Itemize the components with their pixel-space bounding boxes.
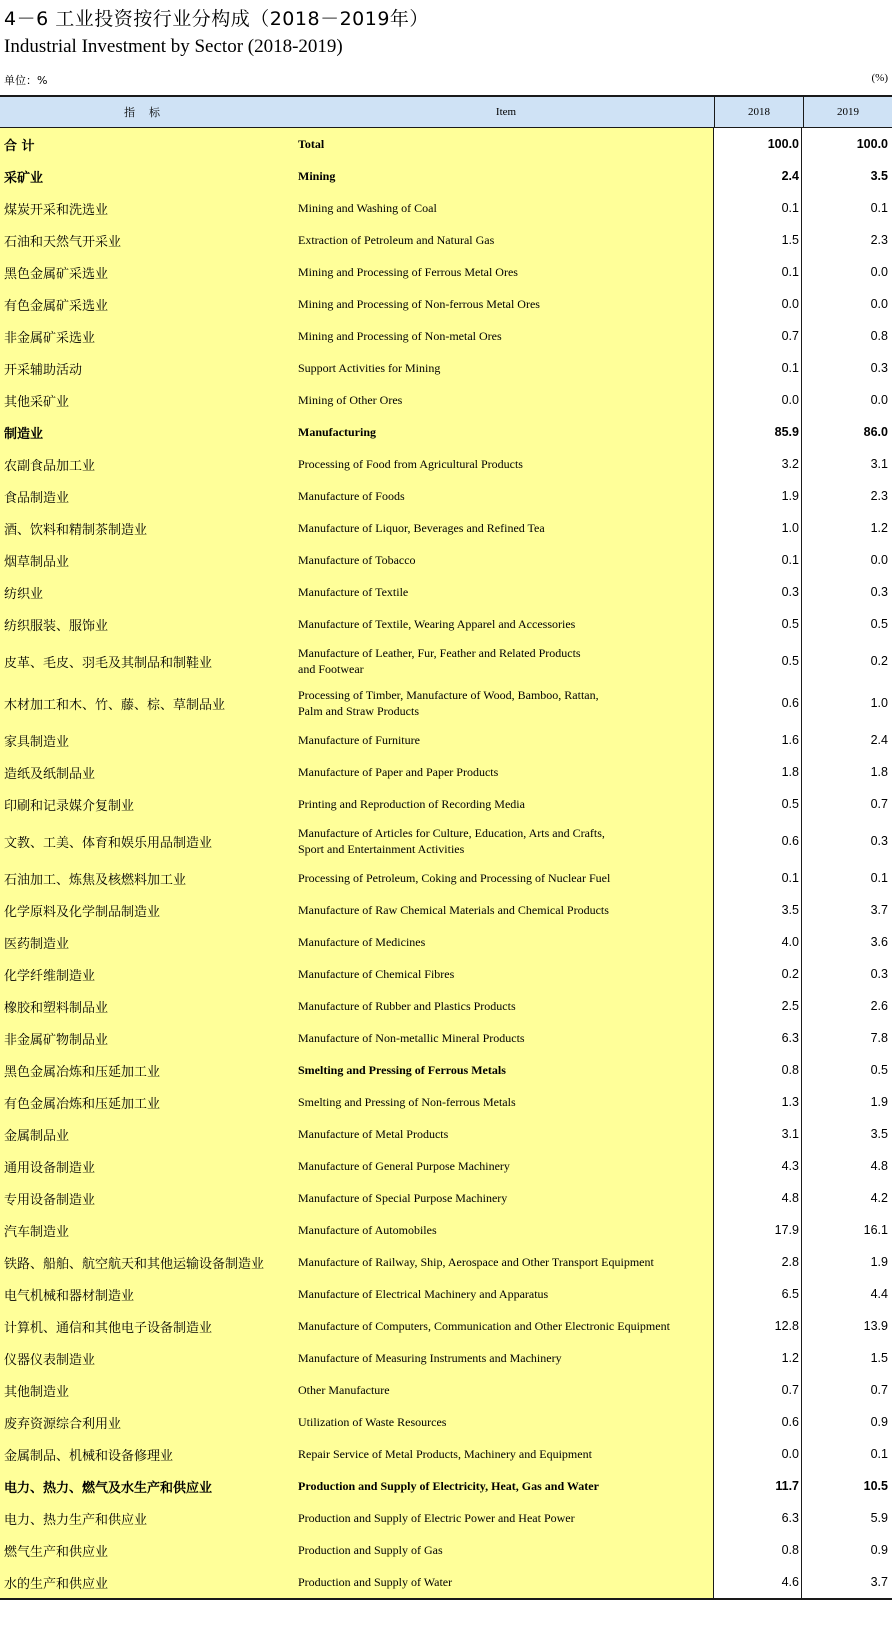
item-en-cell [298, 862, 714, 894]
table-row [0, 1182, 892, 1214]
value-2018-cell: 6.5 [714, 1278, 802, 1310]
item-en-cell [298, 1182, 714, 1214]
indicator-cn-cell: 造纸及纸制品业 [0, 756, 298, 788]
item-en-cell [298, 160, 714, 192]
item-en-cell [298, 1278, 714, 1310]
value-2019-cell: 3.7 [870, 1575, 888, 1589]
value-2018-cell: 0.0 [714, 1438, 802, 1470]
item-en-text: Manufacture of Rubber and Plastics Products [298, 999, 516, 1013]
item-en-text: Manufacture of Automobiles [298, 1223, 437, 1237]
item-en-cell [298, 128, 714, 160]
indicator-cn-cell: 化学纤维制造业 [0, 958, 298, 990]
value-2019-cell: 16.1 [863, 1223, 888, 1237]
table-row [0, 1406, 892, 1438]
value-2019-cell: 0.9 [870, 1543, 888, 1557]
item-en-cell [298, 1342, 714, 1374]
table-row [0, 416, 892, 448]
table-row [0, 448, 892, 480]
item-en-text: Processing of Petroleum, Coking and Processing of Nuclear Fuel [298, 871, 611, 885]
value-2019-cell: 1.5 [870, 1351, 888, 1365]
item-en-text: Manufacture of Raw Chemical Materials and Chemical Products [298, 903, 609, 917]
table-row [0, 990, 892, 1022]
item-en-text: Extraction of Petroleum and Natural Gas [298, 233, 495, 247]
item-en-text: Manufacture of Articles for Culture, Education, Arts and Crafts, Sport and Entertainment Activities [298, 826, 605, 856]
item-en-cell [298, 448, 714, 480]
item-en-cell [298, 1566, 714, 1598]
value-2018-cell: 0.5 [714, 640, 802, 682]
item-en-text: Manufacturing [298, 425, 376, 439]
table-row [0, 160, 892, 192]
item-en-cell [298, 224, 714, 256]
item-en-cell [298, 480, 714, 512]
indicator-cn-cell: 文教、工美、体育和娱乐用品制造业 [0, 820, 298, 862]
indicator-cn-cell: 纺织服装、服饰业 [0, 608, 298, 640]
value-2019-cell: 0.3 [870, 585, 888, 599]
indicator-cn-cell: 合 计 [0, 128, 298, 160]
unit-label-cn: 单位：% [4, 74, 48, 87]
table-row [0, 1086, 892, 1118]
item-en-cell [298, 576, 714, 608]
table-row [0, 224, 892, 256]
value-2019-cell: 7.8 [870, 1031, 888, 1045]
value-2018-cell: 3.5 [714, 894, 802, 926]
value-2019-cell: 3.5 [870, 169, 888, 183]
value-2019-cell: 10.5 [863, 1479, 888, 1493]
value-2018-cell: 0.2 [714, 958, 802, 990]
item-en-cell [298, 958, 714, 990]
item-en-text: Production and Supply of Electricity, Heat, Gas and Water [298, 1479, 599, 1493]
indicator-cn-cell: 有色金属冶炼和压延加工业 [0, 1086, 298, 1118]
value-2018-cell: 2.4 [714, 160, 802, 192]
value-2018-cell: 4.0 [714, 926, 802, 958]
value-2019-cell: 1.0 [870, 696, 888, 710]
item-en-text: Mining and Washing of Coal [298, 201, 437, 215]
item-en-cell [298, 788, 714, 820]
value-2018-cell: 11.7 [714, 1470, 802, 1502]
indicator-cn-cell: 木材加工和木、竹、藤、棕、草制品业 [0, 682, 298, 724]
item-en-cell [298, 256, 714, 288]
item-en-text: Printing and Reproduction of Recording Media [298, 797, 525, 811]
value-2018-cell: 0.6 [714, 820, 802, 862]
header-indicator: 指标 [124, 106, 174, 119]
item-en-text: Manufacture of Metal Products [298, 1127, 449, 1141]
value-2019-cell: 0.0 [870, 265, 888, 279]
table-row [0, 256, 892, 288]
item-en-cell [298, 1054, 714, 1086]
value-2018-cell: 12.8 [714, 1310, 802, 1342]
value-2018-cell: 0.1 [714, 256, 802, 288]
value-2018-cell: 0.1 [714, 352, 802, 384]
indicator-cn-cell: 皮革、毛皮、羽毛及其制品和制鞋业 [0, 640, 298, 682]
item-en-cell [298, 192, 714, 224]
value-2018-cell: 0.3 [714, 576, 802, 608]
indicator-cn-cell: 烟草制品业 [0, 544, 298, 576]
value-2019-cell: 2.6 [870, 999, 888, 1013]
value-2018-cell: 0.7 [714, 1374, 802, 1406]
item-en-cell [298, 1150, 714, 1182]
value-2018-cell: 0.6 [714, 682, 802, 724]
value-2019-cell: 2.4 [870, 733, 888, 747]
value-2018-cell: 4.3 [714, 1150, 802, 1182]
item-en-text: Utilization of Waste Resources [298, 1415, 447, 1429]
value-2019-cell: 0.9 [870, 1415, 888, 1429]
value-2018-cell: 0.8 [714, 1534, 802, 1566]
table-row [0, 544, 892, 576]
table-row [0, 1022, 892, 1054]
table-row [0, 820, 892, 862]
indicator-cn-cell: 金属制品业 [0, 1118, 298, 1150]
item-en-text: Manufacture of Paper and Paper Products [298, 765, 499, 779]
indicator-cn-cell: 电力、热力、燃气及水生产和供应业 [0, 1470, 298, 1502]
item-en-cell [298, 1246, 714, 1278]
item-en-cell [298, 544, 714, 576]
table-row [0, 512, 892, 544]
value-2018-cell: 1.2 [714, 1342, 802, 1374]
item-en-text: Smelting and Pressing of Ferrous Metals [298, 1063, 506, 1077]
item-en-text: Manufacture of Electrical Machinery and Apparatus [298, 1287, 549, 1301]
item-en-text: Manufacture of Furniture [298, 733, 420, 747]
table-row [0, 1150, 892, 1182]
value-2019-cell: 0.0 [870, 393, 888, 407]
table-row [0, 926, 892, 958]
value-2019-cell: 0.3 [870, 834, 888, 848]
table-row [0, 1310, 892, 1342]
item-en-cell [298, 1374, 714, 1406]
value-2019-cell: 1.8 [870, 765, 888, 779]
value-2018-cell: 1.3 [714, 1086, 802, 1118]
header-year-2019: 2019 [837, 106, 859, 118]
value-2018-cell: 6.3 [714, 1502, 802, 1534]
item-en-text: Manufacture of Foods [298, 489, 405, 503]
indicator-cn-cell: 有色金属矿采选业 [0, 288, 298, 320]
value-2019-cell: 0.1 [870, 871, 888, 885]
indicator-cn-cell: 专用设备制造业 [0, 1182, 298, 1214]
table-row [0, 724, 892, 756]
item-en-text: Manufacture of Measuring Instruments and Machinery [298, 1351, 562, 1365]
item-en-text: Mining and Processing of Non-ferrous Metal Ores [298, 297, 540, 311]
table-body [0, 128, 892, 1598]
table-row [0, 788, 892, 820]
table-row [0, 320, 892, 352]
table-row [0, 1502, 892, 1534]
table-row [0, 128, 892, 160]
table-row [0, 1438, 892, 1470]
header-year-2018: 2018 [715, 97, 804, 127]
item-en-cell [298, 1406, 714, 1438]
value-2018-cell: 6.3 [714, 1022, 802, 1054]
table-row [0, 384, 892, 416]
table-row [0, 1566, 892, 1598]
table-row [0, 640, 892, 682]
item-en-text: Production and Supply of Electric Power and Heat Power [298, 1511, 575, 1525]
table-row [0, 576, 892, 608]
value-2018-cell: 3.1 [714, 1118, 802, 1150]
value-2018-cell: 85.9 [714, 416, 802, 448]
table-row [0, 1054, 892, 1086]
table-row [0, 1534, 892, 1566]
value-2018-cell: 0.0 [714, 384, 802, 416]
item-en-cell [298, 990, 714, 1022]
indicator-cn-cell: 电气机械和器材制造业 [0, 1278, 298, 1310]
item-en-text: Smelting and Pressing of Non-ferrous Metals [298, 1095, 516, 1109]
value-2018-cell: 1.8 [714, 756, 802, 788]
table-row [0, 1342, 892, 1374]
value-2019-cell: 0.3 [870, 361, 888, 375]
table-row [0, 288, 892, 320]
value-2019-cell: 5.9 [870, 1511, 888, 1525]
item-en-cell [298, 894, 714, 926]
value-2019-cell: 0.7 [870, 1383, 888, 1397]
table-row [0, 192, 892, 224]
indicator-cn-cell: 汽车制造业 [0, 1214, 298, 1246]
table-row [0, 862, 892, 894]
item-en-cell [298, 416, 714, 448]
value-2019-cell: 3.5 [870, 1127, 888, 1141]
unit-label-en: (%) [871, 72, 888, 84]
indicator-cn-cell: 黑色金属矿采选业 [0, 256, 298, 288]
indicator-cn-cell: 非金属矿采选业 [0, 320, 298, 352]
table-row [0, 480, 892, 512]
item-en-text: Manufacture of Medicines [298, 935, 426, 949]
value-2018-cell: 0.0 [714, 288, 802, 320]
value-2018-cell: 1.9 [714, 480, 802, 512]
indicator-cn-cell: 制造业 [0, 416, 298, 448]
item-en-cell [298, 1118, 714, 1150]
value-2018-cell: 100.0 [714, 128, 802, 160]
value-2019-cell: 0.0 [870, 297, 888, 311]
indicator-cn-cell: 水的生产和供应业 [0, 1566, 298, 1598]
indicator-cn-cell: 化学原料及化学制品制造业 [0, 894, 298, 926]
item-en-cell [298, 320, 714, 352]
indicator-cn-cell: 其他制造业 [0, 1374, 298, 1406]
indicator-cn-cell: 家具制造业 [0, 724, 298, 756]
value-2018-cell: 0.1 [714, 544, 802, 576]
indicator-cn-cell: 电力、热力生产和供应业 [0, 1502, 298, 1534]
indicator-cn-cell: 通用设备制造业 [0, 1150, 298, 1182]
item-en-cell [298, 926, 714, 958]
value-2019-cell: 4.2 [870, 1191, 888, 1205]
indicator-cn-cell: 医药制造业 [0, 926, 298, 958]
indicator-cn-cell: 仪器仪表制造业 [0, 1342, 298, 1374]
table-row [0, 1118, 892, 1150]
item-en-text: Manufacture of Textile, Wearing Apparel and Accessories [298, 617, 576, 631]
indicator-cn-cell: 酒、饮料和精制茶制造业 [0, 512, 298, 544]
item-en-text: Processing of Food from Agricultural Products [298, 457, 523, 471]
value-2019-cell: 0.1 [870, 1447, 888, 1461]
value-2019-cell: 4.4 [870, 1287, 888, 1301]
value-2018-cell: 4.8 [714, 1182, 802, 1214]
value-2018-cell: 0.6 [714, 1406, 802, 1438]
value-2019-cell: 1.9 [870, 1255, 888, 1269]
value-2018-cell: 1.5 [714, 224, 802, 256]
value-2019-cell: 0.7 [870, 797, 888, 811]
value-2019-cell: 13.9 [863, 1319, 888, 1333]
value-2019-cell: 3.7 [870, 903, 888, 917]
value-2019-cell: 4.8 [870, 1159, 888, 1173]
value-2018-cell: 17.9 [714, 1214, 802, 1246]
table-row [0, 1470, 892, 1502]
page-title-cn: 4－6 工业投资按行业分构成（2018－2019年） [4, 8, 429, 30]
item-en-text: Production and Supply of Water [298, 1575, 453, 1589]
item-en-text: Other Manufacture [298, 1383, 390, 1397]
table-row [0, 1278, 892, 1310]
indicator-cn-cell: 开采辅助活动 [0, 352, 298, 384]
item-en-text: Repair Service of Metal Products, Machinery and Equipment [298, 1447, 592, 1461]
item-en-text: Manufacture of Non-metallic Mineral Products [298, 1031, 525, 1045]
value-2019-cell: 0.8 [870, 329, 888, 343]
item-en-cell [298, 1470, 714, 1502]
item-en-text: Manufacture of Leather, Fur, Feather and Related Products and Footwear [298, 646, 581, 676]
item-en-cell [298, 1022, 714, 1054]
header-item: Item [298, 97, 715, 127]
item-en-cell [298, 1086, 714, 1118]
item-en-text: Manufacture of Tobacco [298, 553, 416, 567]
value-2019-cell: 0.3 [870, 967, 888, 981]
item-en-text: Mining of Other Ores [298, 393, 403, 407]
item-en-text: Manufacture of Chemical Fibres [298, 967, 455, 981]
item-en-text: Manufacture of Special Purpose Machinery [298, 1191, 508, 1205]
item-en-cell [298, 1310, 714, 1342]
value-2019-cell: 2.3 [870, 233, 888, 247]
indicator-cn-cell: 铁路、船舶、航空航天和其他运输设备制造业 [0, 1246, 298, 1278]
value-2019-cell: 0.2 [870, 654, 888, 668]
item-en-text: Manufacture of Railway, Ship, Aerospace and Other Transport Equipment [298, 1255, 654, 1269]
item-en-cell [298, 288, 714, 320]
value-2018-cell: 1.0 [714, 512, 802, 544]
item-en-cell [298, 384, 714, 416]
value-2019-cell: 100.0 [856, 137, 888, 151]
table-row [0, 1374, 892, 1406]
value-2018-cell: 0.1 [714, 192, 802, 224]
indicator-cn-cell: 食品制造业 [0, 480, 298, 512]
indicator-cn-cell: 橡胶和塑料制品业 [0, 990, 298, 1022]
indicator-cn-cell: 石油和天然气开采业 [0, 224, 298, 256]
value-2019-cell: 3.1 [870, 457, 888, 471]
item-en-text: Manufacture of Liquor, Beverages and Refined Tea [298, 521, 545, 535]
item-en-text: Mining and Processing of Ferrous Metal Ores [298, 265, 518, 279]
item-en-cell [298, 1214, 714, 1246]
indicator-cn-cell: 石油加工、炼焦及核燃料加工业 [0, 862, 298, 894]
table-row [0, 958, 892, 990]
value-2019-cell: 0.1 [870, 201, 888, 215]
value-2019-cell: 0.5 [870, 617, 888, 631]
indicator-cn-cell: 计算机、通信和其他电子设备制造业 [0, 1310, 298, 1342]
table-row [0, 682, 892, 724]
indicator-cn-cell: 金属制品、机械和设备修理业 [0, 1438, 298, 1470]
indicator-cn-cell: 煤炭开采和洗选业 [0, 192, 298, 224]
table-row [0, 1246, 892, 1278]
table-row [0, 608, 892, 640]
item-en-cell [298, 1534, 714, 1566]
item-en-text: Manufacture of General Purpose Machinery [298, 1159, 510, 1173]
item-en-cell [298, 756, 714, 788]
indicator-cn-cell: 黑色金属冶炼和压延加工业 [0, 1054, 298, 1086]
value-2019-cell: 86.0 [863, 425, 888, 439]
item-en-text: Support Activities for Mining [298, 361, 441, 375]
item-en-cell [298, 640, 714, 682]
value-2018-cell: 0.5 [714, 788, 802, 820]
value-2019-cell: 3.6 [870, 935, 888, 949]
value-2018-cell: 1.6 [714, 724, 802, 756]
item-en-cell [298, 820, 714, 862]
item-en-text: Mining [298, 169, 336, 183]
item-en-cell [298, 1502, 714, 1534]
value-2018-cell: 2.5 [714, 990, 802, 1022]
value-2018-cell: 4.6 [714, 1566, 802, 1598]
item-en-cell [298, 682, 714, 724]
item-en-cell [298, 352, 714, 384]
item-en-cell [298, 608, 714, 640]
item-en-cell [298, 1438, 714, 1470]
table-row [0, 1214, 892, 1246]
item-en-text: Mining and Processing of Non-metal Ores [298, 329, 502, 343]
indicator-cn-cell: 废弃资源综合利用业 [0, 1406, 298, 1438]
table-row [0, 756, 892, 788]
item-en-text: Processing of Timber, Manufacture of Wood, Bamboo, Rattan, Palm and Straw Products [298, 688, 599, 718]
table-row [0, 894, 892, 926]
page-title-en: Industrial Investment by Sector (2018-2019) [4, 36, 343, 57]
item-en-text: Manufacture of Textile [298, 585, 409, 599]
item-en-text: Total [298, 137, 325, 151]
investment-table [0, 95, 892, 1600]
value-2019-cell: 0.0 [870, 553, 888, 567]
indicator-cn-cell: 非金属矿物制品业 [0, 1022, 298, 1054]
table-header [0, 97, 892, 128]
value-2019-cell: 0.5 [870, 1063, 888, 1077]
value-2019-cell: 2.3 [870, 489, 888, 503]
indicator-cn-cell: 纺织业 [0, 576, 298, 608]
indicator-cn-cell: 其他采矿业 [0, 384, 298, 416]
value-2018-cell: 3.2 [714, 448, 802, 480]
value-2018-cell: 0.8 [714, 1054, 802, 1086]
value-2019-cell: 1.9 [870, 1095, 888, 1109]
item-en-cell [298, 724, 714, 756]
indicator-cn-cell: 燃气生产和供应业 [0, 1534, 298, 1566]
value-2018-cell: 2.8 [714, 1246, 802, 1278]
value-2018-cell: 0.5 [714, 608, 802, 640]
item-en-text: Production and Supply of Gas [298, 1543, 443, 1557]
item-en-cell [298, 512, 714, 544]
indicator-cn-cell: 印刷和记录媒介复制业 [0, 788, 298, 820]
indicator-cn-cell: 农副食品加工业 [0, 448, 298, 480]
indicator-cn-cell: 采矿业 [0, 160, 298, 192]
table-row [0, 352, 892, 384]
value-2018-cell: 0.1 [714, 862, 802, 894]
value-2018-cell: 0.7 [714, 320, 802, 352]
item-en-text: Manufacture of Computers, Communication and Other Electronic Equipment [298, 1319, 670, 1333]
value-2019-cell: 1.2 [870, 521, 888, 535]
